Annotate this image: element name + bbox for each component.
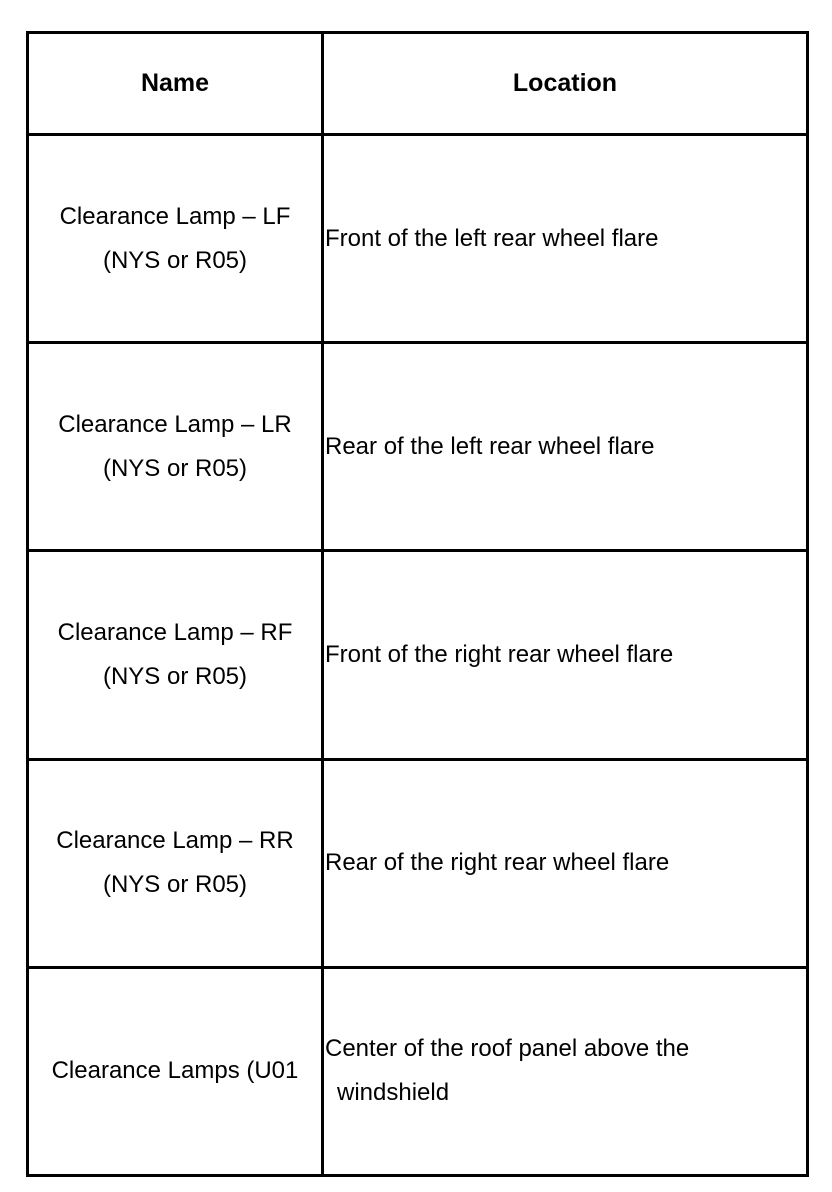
- name-line: Clearance Lamp – RR: [56, 827, 294, 855]
- column-header-name: Name: [28, 33, 323, 135]
- location-cell: [323, 343, 808, 551]
- name-cell: [28, 135, 323, 343]
- table-header-row: [28, 33, 808, 135]
- name-line: (NYS or R05): [102, 662, 248, 690]
- name-line: (NYS or R05): [102, 871, 248, 899]
- name-line: Clearance Lamp – LR: [58, 410, 292, 438]
- name-line: Clearance Lamps (U01: [51, 1057, 299, 1085]
- column-header-location: Location: [323, 33, 808, 135]
- location-cell: [323, 551, 808, 759]
- table-row: [28, 759, 808, 967]
- clearance-lamp-table: [26, 31, 809, 1177]
- name-line: Clearance Lamp – LF: [59, 202, 291, 230]
- name-cell: [28, 759, 323, 967]
- table-row: [28, 551, 808, 759]
- location-line: Center of the roof panel above the: [325, 1035, 690, 1063]
- name-cell: [28, 551, 323, 759]
- location-cell: [323, 759, 808, 967]
- location-line: Rear of the left rear wheel flare: [325, 432, 655, 460]
- name-cell: [28, 343, 323, 551]
- name-line: (NYS or R05): [102, 246, 248, 274]
- location-line: windshield: [337, 1079, 450, 1107]
- table-row: [28, 343, 808, 551]
- location-cell: [323, 967, 808, 1175]
- table-row: [28, 135, 808, 343]
- location-line: Front of the left rear wheel flare: [325, 224, 659, 252]
- name-cell: [28, 967, 323, 1175]
- name-line: Clearance Lamp – RF: [57, 618, 293, 646]
- location-line: Rear of the right rear wheel flare: [325, 849, 670, 877]
- name-line: (NYS or R05): [102, 454, 248, 482]
- table-row: [28, 967, 808, 1175]
- location-line: Front of the right rear wheel flare: [325, 640, 674, 668]
- location-cell: [323, 135, 808, 343]
